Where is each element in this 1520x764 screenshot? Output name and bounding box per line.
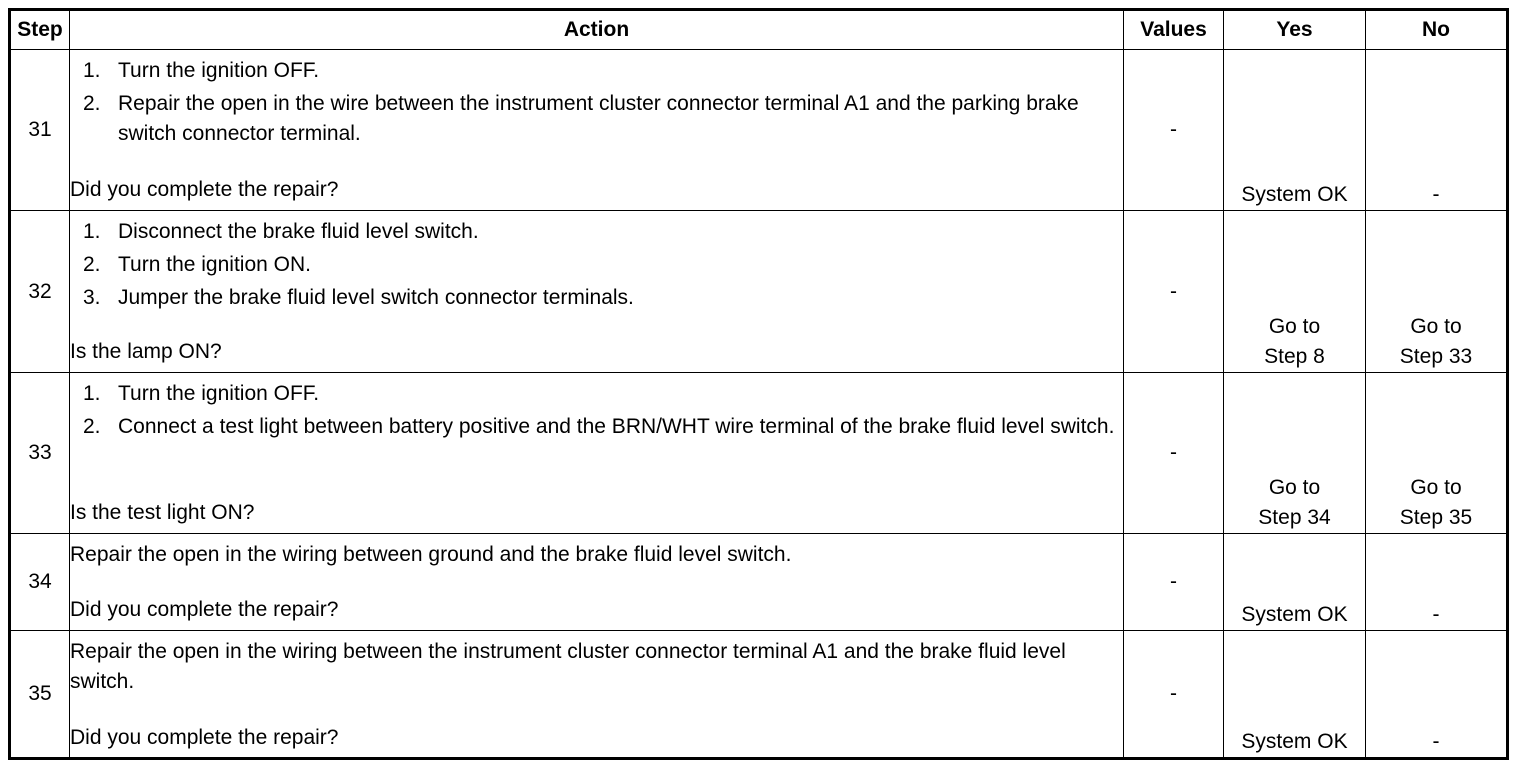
action-step <box>78 283 1123 313</box>
values-cell: - <box>1124 211 1224 373</box>
action-question: Is the test light ON? <box>70 501 255 524</box>
action-question: Is the lamp ON? <box>70 340 222 363</box>
yes-cell <box>1224 50 1366 211</box>
step-number: 31 <box>10 50 70 211</box>
no-cell <box>1366 534 1508 631</box>
yes-cell <box>1224 534 1366 631</box>
action-step-text: Connect a test light between battery positive and the BRN/WHT wire terminal of the brake fluid level switch. <box>118 415 1115 438</box>
diagnostic-table <box>8 8 1509 760</box>
table-row <box>10 211 1508 373</box>
yes-result-line: System OK <box>1241 730 1348 753</box>
action-steps-list <box>70 56 1123 149</box>
action-steps-list <box>70 217 1123 313</box>
no-cell <box>1366 211 1508 373</box>
header-no: No <box>1366 10 1508 50</box>
action-step <box>78 56 1123 86</box>
action-cell <box>70 534 1124 631</box>
step-number: 32 <box>10 211 70 373</box>
no-result-line: Step 35 <box>1399 506 1473 529</box>
no-result-line: - <box>1432 730 1440 753</box>
no-cell <box>1366 631 1508 759</box>
table-row <box>10 373 1508 534</box>
table-row <box>10 50 1508 211</box>
no-result-line: Step 33 <box>1399 345 1473 368</box>
yes-result-line: Step 34 <box>1258 506 1331 529</box>
header-values: Values <box>1124 10 1224 50</box>
no-cell <box>1366 373 1508 534</box>
action-question: Did you complete the repair? <box>70 598 339 621</box>
yes-result-line: Step 8 <box>1264 345 1325 368</box>
step-index: 3. <box>83 286 101 309</box>
no-result-line: - <box>1432 603 1440 626</box>
yes-result-line: Go to <box>1268 315 1321 338</box>
yes-cell <box>1224 211 1366 373</box>
yes-result-line: System OK <box>1241 603 1348 626</box>
values-cell: - <box>1124 631 1224 759</box>
action-step <box>78 250 1123 280</box>
action-step-text: Turn the ignition ON. <box>118 253 311 276</box>
table-body <box>10 50 1508 759</box>
header-step: Step <box>10 10 70 50</box>
action-step <box>78 89 1123 149</box>
yes-cell <box>1224 631 1366 759</box>
action-step-text: Jumper the brake fluid level switch connector terminals. <box>118 286 634 309</box>
step-index: 2. <box>83 253 101 276</box>
header-row <box>10 10 1508 50</box>
header-yes: Yes <box>1224 10 1366 50</box>
action-step-text: Turn the ignition OFF. <box>118 59 320 82</box>
yes-cell <box>1224 373 1366 534</box>
no-result-line: - <box>1432 183 1440 206</box>
action-text: Repair the open in the wiring between ground and the brake fluid level switch. <box>70 543 792 566</box>
step-index: 1. <box>83 382 101 405</box>
action-step-text: Turn the ignition OFF. <box>118 382 320 405</box>
values-cell: - <box>1124 534 1224 631</box>
step-index: 1. <box>83 220 101 243</box>
action-step <box>78 217 1123 247</box>
action-step-text: Repair the open in the wire between the instrument cluster connector terminal A1 and the parking brake switch connector terminal. <box>118 92 1079 145</box>
table-row <box>10 631 1508 759</box>
step-index: 2. <box>83 415 101 438</box>
header-action: Action <box>70 10 1124 50</box>
action-steps-list <box>70 379 1123 442</box>
step-number: 34 <box>10 534 70 631</box>
step-index: 1. <box>83 59 101 82</box>
yes-result-line: Go to <box>1268 476 1321 499</box>
action-step <box>78 412 1123 442</box>
values-cell: - <box>1124 373 1224 534</box>
yes-result-line: System OK <box>1241 183 1348 206</box>
action-question: Did you complete the repair? <box>70 178 339 201</box>
step-number: 35 <box>10 631 70 759</box>
no-result-line: Go to <box>1410 315 1462 338</box>
table-row <box>10 534 1508 631</box>
action-cell <box>70 373 1124 534</box>
action-step <box>78 379 1123 409</box>
action-text: Repair the open in the wiring between the instrument cluster connector terminal A1 and the brake fluid level switch. <box>70 640 1066 693</box>
action-cell <box>70 50 1124 211</box>
action-cell <box>70 631 1124 759</box>
values-cell: - <box>1124 50 1224 211</box>
step-number: 33 <box>10 373 70 534</box>
action-cell <box>70 211 1124 373</box>
no-result-line: Go to <box>1410 476 1462 499</box>
no-cell <box>1366 50 1508 211</box>
step-index: 2. <box>83 92 101 115</box>
action-step-text: Disconnect the brake fluid level switch. <box>118 220 479 243</box>
action-question: Did you complete the repair? <box>70 726 339 749</box>
